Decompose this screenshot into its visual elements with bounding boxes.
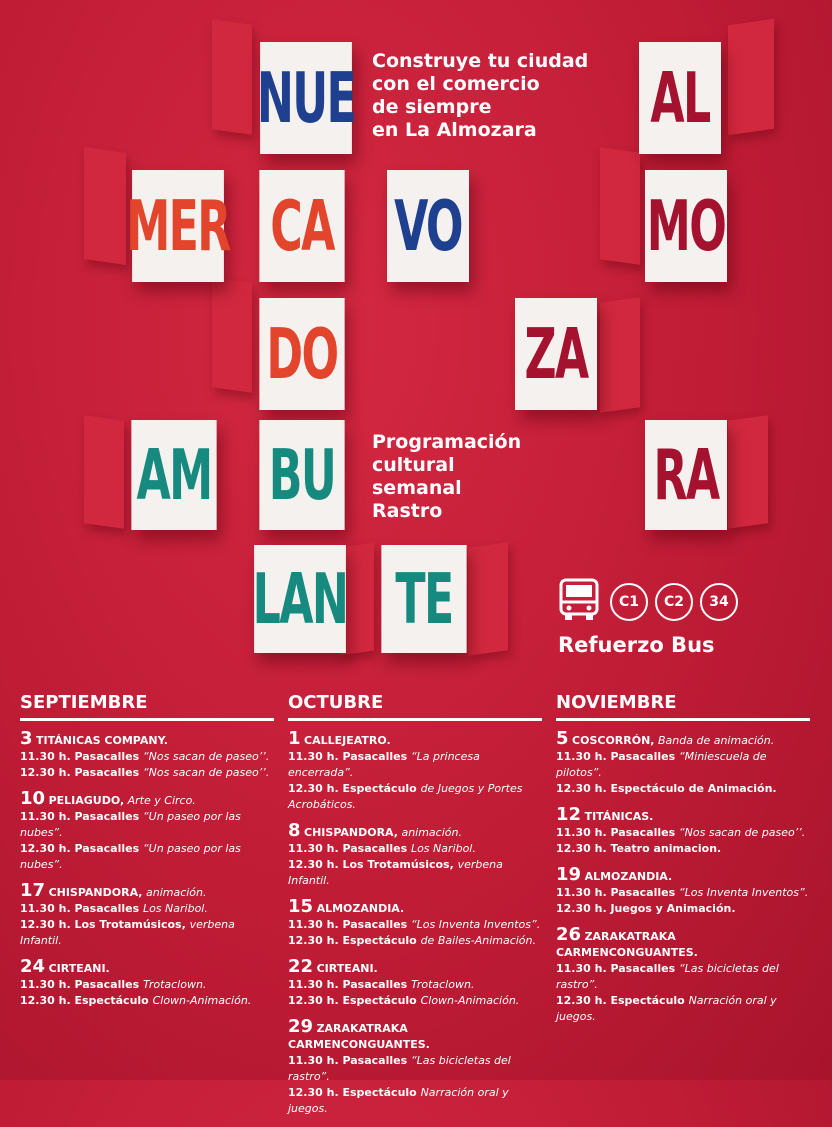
flap [600, 297, 640, 413]
event-name: CIRTEANI. [316, 962, 378, 975]
event-time-label: 11.30 h. Pasacalles [288, 750, 411, 763]
event-time-line [20, 841, 274, 873]
event-title: Clown-Animación. [420, 994, 520, 1007]
event-title: verbena Infantil. [288, 858, 503, 887]
event-time-label: 11.30 h. Pasacalles [20, 810, 143, 823]
tile-ca: CA [259, 170, 344, 282]
event-title: Los Naribol. [142, 902, 208, 915]
event-header [556, 864, 810, 885]
event-time-label: 11.30 h. Pasacalles [288, 842, 411, 855]
event-time-label: 12.30 h. Espectáculo [288, 1086, 421, 1099]
event-title: de Bailes-Animación. [420, 934, 537, 947]
event-title: “Nos sacan de paseo’’. [142, 766, 270, 779]
event-time-line [288, 977, 542, 993]
event-day: 10 [20, 788, 46, 809]
event-list [288, 728, 542, 1117]
tile-lan: LAN [254, 545, 346, 653]
month-column [288, 692, 542, 1127]
event-title: “Los Inventa Inventos”. [410, 918, 541, 931]
event-day: 1 [288, 728, 301, 749]
event-title: Los Naribol. [410, 842, 476, 855]
tile-am: AM [131, 420, 216, 530]
event-header [288, 1016, 542, 1053]
event-title: “Nos sacan de paseo’’. [678, 826, 806, 839]
event-time-line [556, 749, 810, 781]
event-title: “Un paseo por las nubes”. [20, 810, 241, 839]
event-time-line [556, 825, 810, 841]
event-time-label: 12.30 h. Los Trotamúsicos, [20, 918, 190, 931]
tile-bu: BU [259, 420, 344, 530]
tile-mer: MER [132, 170, 224, 282]
event-header [288, 728, 542, 749]
event-title: “La princesa encerrada”. [288, 750, 480, 779]
flap [212, 19, 252, 135]
event-entry [556, 804, 810, 857]
event-list [20, 728, 274, 1009]
flap [600, 147, 640, 265]
event-time-label: 11.30 h. Pasacalles [556, 962, 679, 975]
event-time-line [288, 1085, 542, 1117]
event-title: “Miniescuela de pilotos”. [556, 750, 767, 779]
event-time-line [556, 781, 810, 797]
event-day: 22 [288, 956, 314, 977]
event-header [288, 896, 542, 917]
event-entry [556, 864, 810, 917]
event-time-line [20, 765, 274, 781]
event-time-line [556, 993, 810, 1025]
event-time-line [556, 961, 810, 993]
tile-vo: VO [387, 170, 469, 282]
event-header [556, 924, 810, 961]
event-time-line [20, 977, 274, 993]
event-entry [20, 788, 274, 873]
event-time-label: 12.30 h. Espectáculo [20, 994, 153, 1007]
event-header [20, 728, 274, 749]
event-description: animación. [397, 826, 462, 839]
event-time-label: 11.30 h. Pasacalles [20, 750, 143, 763]
event-time-label: 11.30 h. Pasacalles [288, 918, 411, 931]
event-entry [20, 880, 274, 949]
event-time-label: 12.30 h. Espectáculo [288, 934, 421, 947]
event-header [288, 956, 542, 977]
tile-te: TE [381, 545, 466, 653]
event-time-line [288, 749, 542, 781]
flap [84, 415, 124, 529]
event-name: CHISPANDORA, [48, 886, 143, 899]
event-time-label: 11.30 h. Pasacalles [20, 902, 143, 915]
event-entry [20, 956, 274, 1009]
event-entry [288, 820, 542, 889]
month-title: OCTUBRE [288, 692, 542, 721]
event-time-line [556, 885, 810, 901]
tile-do: DO [259, 298, 344, 410]
event-time-label: 12.30 h. Pasacalles [20, 766, 143, 779]
event-time-line [288, 993, 542, 1009]
event-list [556, 728, 810, 1025]
event-title: de Juegos y Portes Acrobáticos. [288, 782, 523, 811]
tile-nue: NUE [260, 42, 352, 154]
event-time-label: 11.30 h. Pasacalles [288, 978, 411, 991]
month-column [20, 692, 274, 1019]
event-time-line [288, 1053, 542, 1085]
event-title: Trotaclown. [410, 978, 475, 991]
event-time-label: 11.30 h. Pasacalles [556, 826, 679, 839]
tile-al: AL [639, 42, 721, 154]
event-time-line [20, 901, 274, 917]
event-time-line [288, 841, 542, 857]
event-time-label: 12.30 h. Juegos y Animación. [556, 902, 736, 915]
flap [728, 19, 774, 135]
event-day: 3 [20, 728, 33, 749]
event-time-line [20, 993, 274, 1009]
event-time-label: 12.30 h. Espectáculo [288, 994, 421, 1007]
event-entry [556, 924, 810, 1025]
event-time-line [288, 933, 542, 949]
event-header [20, 956, 274, 977]
event-title: Trotaclown. [142, 978, 207, 991]
event-description: Arte y Circo. [124, 794, 196, 807]
event-day: 19 [556, 864, 582, 885]
event-name: TITÁNICAS COMPANY. [36, 734, 168, 747]
event-name: CIRTEANI. [48, 962, 110, 975]
flap [468, 542, 508, 656]
event-time-label: 12.30 h. Teatro animacion. [556, 842, 722, 855]
event-title: “Un paseo por las nubes”. [20, 842, 241, 871]
event-title: “Los Inventa Inventos”. [678, 886, 809, 899]
event-time-line [288, 917, 542, 933]
event-day: 8 [288, 820, 301, 841]
event-name: ALMOZANDIA. [316, 902, 405, 915]
tile-za: ZA [515, 298, 597, 410]
event-name: PELIAGUDO, [48, 794, 125, 807]
event-day: 26 [556, 924, 582, 945]
flap [728, 415, 768, 529]
event-name: TITÁNICAS. [584, 810, 654, 823]
event-time-line [288, 781, 542, 813]
event-time-line [556, 901, 810, 917]
event-day: 24 [20, 956, 46, 977]
headline-programacion: Programación cultural semanal Rastro [372, 431, 522, 522]
event-time-label: 12.30 h. Pasacalles [20, 842, 143, 855]
month-column [556, 692, 810, 1035]
event-time-label: 11.30 h. Pasacalles [556, 750, 679, 763]
event-name: COSCORRÓN, [572, 734, 655, 747]
tile-ra: RA [645, 420, 727, 530]
event-title: “Las bicicletas del rastro”. [288, 1054, 511, 1083]
event-title: Narración oral y juegos. [288, 1086, 509, 1115]
headline-top: Construye tu ciudad con el comercio de siempre en La Almozara [372, 50, 589, 141]
event-header [556, 804, 810, 825]
event-time-label: 12.30 h. Espectáculo [556, 994, 689, 1007]
bus-line-badge: C2 [655, 583, 693, 621]
event-description: animación. [142, 886, 207, 899]
month-title: SEPTIEMBRE [20, 692, 274, 721]
flap [84, 147, 126, 265]
event-day: 29 [288, 1016, 314, 1037]
event-time-line [556, 841, 810, 857]
month-title: NOVIEMBRE [556, 692, 810, 721]
event-title: verbena Infantil. [20, 918, 235, 947]
event-name: CHISPANDORA, [304, 826, 398, 839]
flap [212, 277, 252, 393]
event-title: “Nos sacan de paseo’’. [142, 750, 270, 763]
tile-mo: MO [645, 170, 727, 282]
event-day: 5 [556, 728, 569, 749]
event-day: 12 [556, 804, 582, 825]
event-time-label: 11.30 h. Pasacalles [288, 1054, 411, 1067]
bus-line-badge: 34 [700, 583, 738, 621]
event-time-label: 11.30 h. Pasacalles [556, 886, 679, 899]
event-time-line [20, 749, 274, 765]
event-title: Narración oral y juegos. [556, 994, 777, 1023]
event-time-line [20, 917, 274, 949]
bus-icon [558, 578, 600, 622]
event-time-label: 12.30 h. Espectáculo [288, 782, 421, 795]
bus-line-badge: C1 [610, 583, 648, 621]
event-header [20, 880, 274, 901]
event-entry [288, 896, 542, 949]
event-name: ALMOZANDIA. [584, 870, 673, 883]
event-time-line [20, 809, 274, 841]
event-name: CALLEJEATRO. [304, 734, 391, 747]
event-title: “Las bicicletas del rastro”. [556, 962, 779, 991]
event-time-label: 12.30 h. Los Trotamúsicos, [288, 858, 458, 871]
event-name: ZARAKATRAKA CARMENCONGUANTES. [556, 930, 698, 959]
event-entry [288, 956, 542, 1009]
event-name: ZARAKATRAKA CARMENCONGUANTES. [288, 1022, 430, 1051]
event-time-line [288, 857, 542, 889]
event-entry [556, 728, 810, 797]
event-day: 17 [20, 880, 46, 901]
event-header [20, 788, 274, 809]
refuerzo-bus-label: Refuerzo Bus [558, 633, 715, 657]
event-header [556, 728, 810, 749]
event-day: 15 [288, 896, 314, 917]
event-entry [288, 728, 542, 813]
event-entry [288, 1016, 542, 1117]
event-time-label: 11.30 h. Pasacalles [20, 978, 143, 991]
event-entry [20, 728, 274, 781]
event-header [288, 820, 542, 841]
event-description: Banda de animación. [654, 734, 775, 747]
event-title: Clown-Animación. [152, 994, 252, 1007]
event-time-label: 12.30 h. Espectáculo de Animación. [556, 782, 777, 795]
